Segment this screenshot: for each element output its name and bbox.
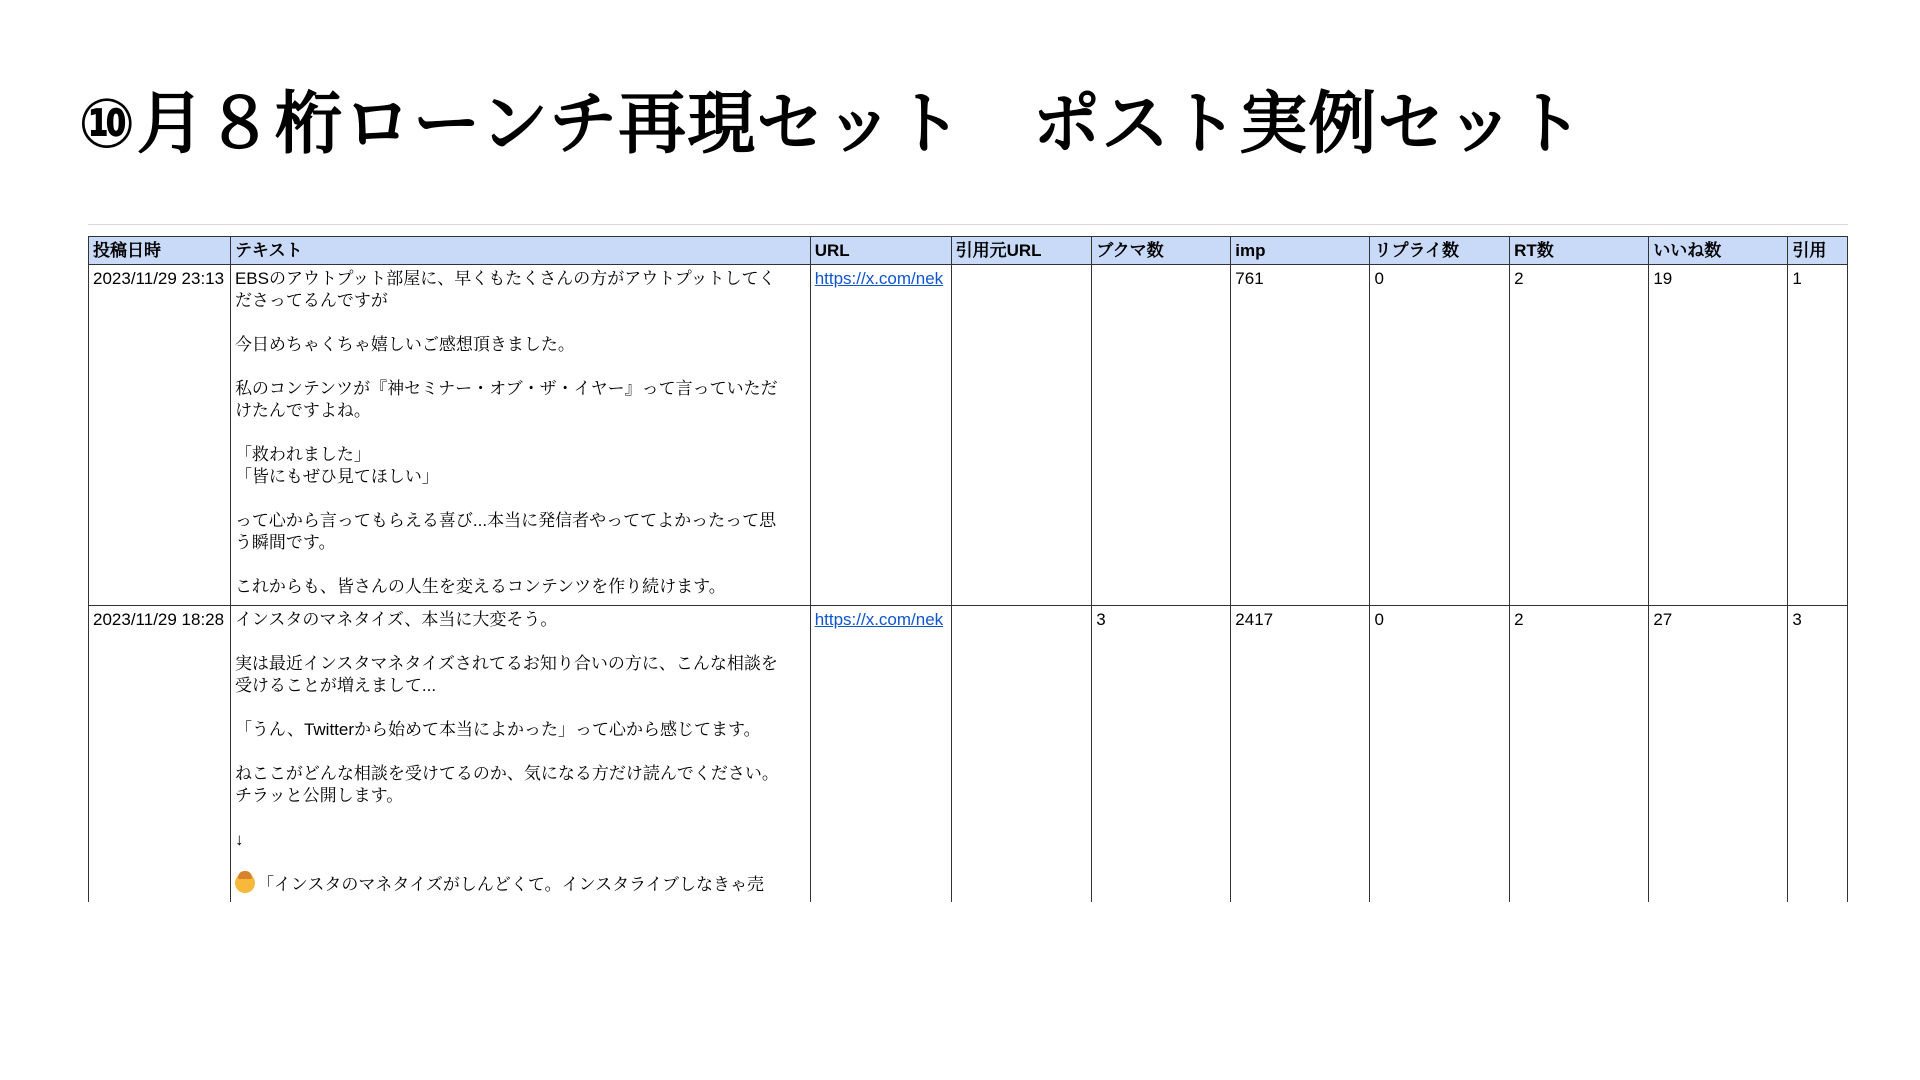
text-line: 「皆にもぜひ見てほしい」 bbox=[234, 467, 439, 486]
text-paragraph bbox=[235, 873, 806, 896]
header-text[interactable]: テキスト bbox=[230, 237, 810, 265]
text-line: けたんですよね。 bbox=[234, 401, 371, 420]
table-row bbox=[89, 265, 1848, 606]
header-bookmarks[interactable]: ブクマ数 bbox=[1092, 237, 1231, 265]
text-paragraph bbox=[235, 334, 806, 356]
woman-emoji-icon bbox=[235, 873, 255, 893]
sheet-top-border bbox=[88, 224, 1848, 225]
text-line: 実は最近インスタマネタイズされてるお知り合いの方に、こんな相談を bbox=[234, 654, 778, 673]
text-line: 私のコンテンツが『神セミナー・オブ・ザ・イヤー』って言っていただ bbox=[234, 379, 778, 398]
text-paragraph bbox=[235, 719, 806, 741]
text-line: 「救われました」 bbox=[234, 445, 371, 464]
text-paragraph bbox=[235, 576, 806, 598]
text-paragraph bbox=[235, 763, 806, 807]
text-paragraph bbox=[235, 829, 806, 851]
text-line: 今日めちゃくちゃ嬉しいご感想頂きました。 bbox=[234, 335, 575, 354]
header-row bbox=[89, 237, 1848, 265]
header-rt[interactable]: RT数 bbox=[1510, 237, 1649, 265]
cell-date[interactable]: 2023/11/29 18:28 bbox=[89, 606, 231, 903]
text-line-content: 「インスタのマネタイズがしんどくて。インスタライブしなきゃ売 bbox=[256, 875, 765, 894]
header-date[interactable]: 投稿日時 bbox=[89, 237, 231, 265]
cell-bookmarks[interactable] bbox=[1092, 265, 1231, 606]
cell-replies[interactable]: 0 bbox=[1370, 606, 1510, 903]
text-line: ださってるんですが bbox=[234, 291, 388, 310]
cell-quotes[interactable]: 1 bbox=[1788, 265, 1848, 606]
text-line: 受けることが増えまして... bbox=[234, 676, 437, 695]
text-paragraph bbox=[235, 444, 806, 488]
header-imp[interactable]: imp bbox=[1231, 237, 1370, 265]
text-paragraph bbox=[235, 378, 806, 422]
text-line: ↓ bbox=[234, 830, 244, 849]
text-line: う瞬間です。 bbox=[234, 533, 336, 552]
cell-date[interactable]: 2023/11/29 23:13 bbox=[89, 265, 231, 606]
cell-replies[interactable]: 0 bbox=[1370, 265, 1510, 606]
header-replies[interactable]: リプライ数 bbox=[1370, 237, 1510, 265]
table-row bbox=[89, 606, 1848, 903]
post-link[interactable]: https://x.com/nek bbox=[814, 610, 944, 629]
header-quote-url[interactable]: 引用元URL bbox=[951, 237, 1092, 265]
cell-url[interactable] bbox=[810, 265, 951, 606]
text-line bbox=[235, 873, 806, 896]
text-line: チラッと公開します。 bbox=[234, 786, 404, 805]
header-likes[interactable]: いいね数 bbox=[1649, 237, 1788, 265]
cell-likes[interactable]: 19 bbox=[1649, 265, 1788, 606]
spreadsheet bbox=[88, 236, 1848, 902]
text-paragraph bbox=[235, 268, 806, 312]
text-paragraph bbox=[235, 653, 806, 697]
text-line: ねここがどんな相談を受けてるのか、気になる方だけ読んでください。 bbox=[234, 764, 779, 783]
cell-quote-url[interactable] bbox=[951, 606, 1092, 903]
posts-table bbox=[88, 236, 1848, 902]
text-line: 「うん、Twitterから始めて本当によかった」って心から感じてます。 bbox=[234, 720, 761, 739]
header-url[interactable]: URL bbox=[810, 237, 951, 265]
cell-text[interactable] bbox=[230, 606, 810, 903]
cell-imp[interactable]: 2417 bbox=[1231, 606, 1370, 903]
text-line: インスタのマネタイズ、本当に大変そう。 bbox=[234, 610, 558, 629]
text-paragraph bbox=[235, 609, 806, 631]
text-line: これからも、皆さんの人生を変えるコンテンツを作り続けます。 bbox=[234, 577, 726, 596]
cell-text[interactable] bbox=[230, 265, 810, 606]
text-line: EBSのアウトプット部屋に、早くもたくさんの方がアウトプットしてく bbox=[234, 269, 776, 288]
cell-url[interactable] bbox=[810, 606, 951, 903]
text-paragraph bbox=[235, 510, 806, 554]
cell-imp[interactable]: 761 bbox=[1231, 265, 1370, 606]
post-link[interactable]: https://x.com/nek bbox=[814, 269, 944, 288]
cell-rt[interactable]: 2 bbox=[1510, 265, 1649, 606]
header-quotes[interactable]: 引用 bbox=[1788, 237, 1848, 265]
cell-quote-url[interactable] bbox=[951, 265, 1092, 606]
cell-bookmarks[interactable]: 3 bbox=[1092, 606, 1231, 903]
cell-likes[interactable]: 27 bbox=[1649, 606, 1788, 903]
cell-quotes[interactable]: 3 bbox=[1788, 606, 1848, 903]
text-line: って心から言ってもらえる喜び...本当に発信者やっててよかったって思 bbox=[234, 511, 777, 530]
cell-rt[interactable]: 2 bbox=[1510, 606, 1649, 903]
page-title: ⑩月８桁ローンチ再現セット ポスト実例セット bbox=[78, 85, 1585, 164]
